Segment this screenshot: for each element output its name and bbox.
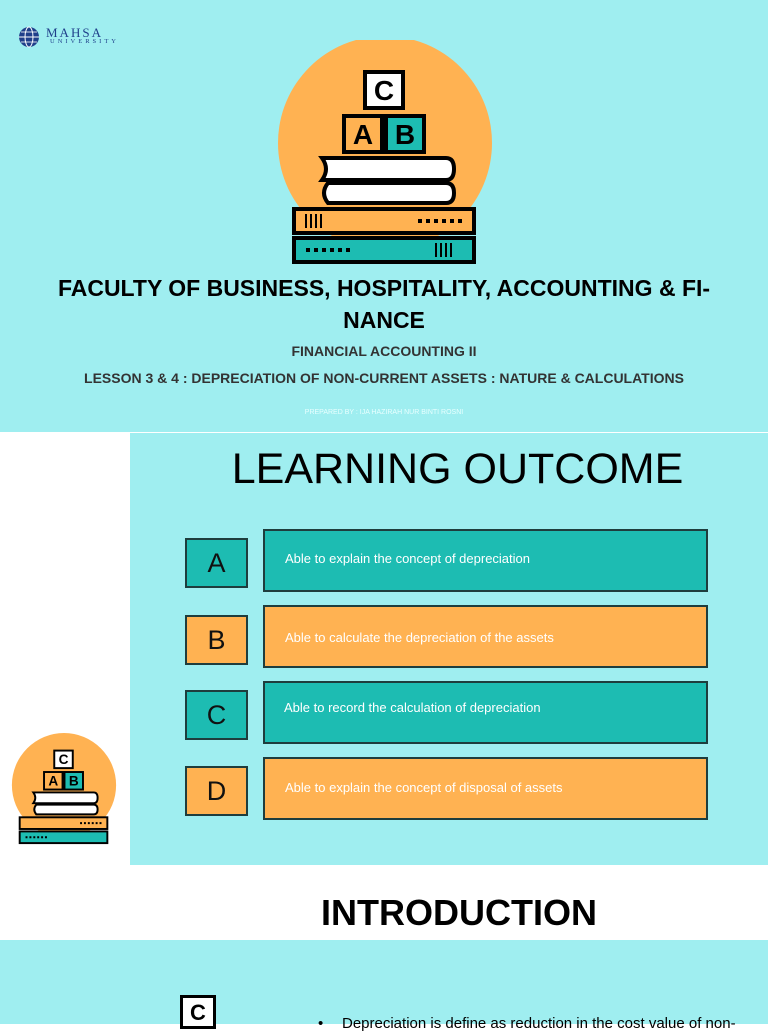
intro-bullet-text: Depreciation is define as reduction in the cost value of non- bbox=[342, 1015, 736, 1032]
logo-wordmark: MAHSA bbox=[46, 25, 103, 40]
course-name: FINANCIAL ACCOUNTING II bbox=[291, 343, 477, 359]
outcome-text-c: Able to record the calculation of depreciation bbox=[284, 700, 541, 715]
white-book-2 bbox=[324, 183, 454, 203]
learning-outcome-title: LEARNING OUTCOME bbox=[231, 445, 684, 493]
lesson-title: LESSON 3 & 4 : DEPRECIATION OF NON-CURRENT ASSETS : NATURE & CALCULATIONS bbox=[84, 370, 684, 386]
outcome-box-d bbox=[263, 757, 708, 820]
block-b-label: B bbox=[394, 119, 416, 150]
outcome-text-a: Able to explain the concept of depreciation bbox=[285, 551, 531, 566]
mahsa-logo bbox=[18, 24, 148, 50]
outcome-letter-a: A bbox=[185, 538, 248, 588]
outcome-box-b bbox=[263, 605, 708, 668]
white-book-1 bbox=[322, 158, 454, 180]
intro-block-c: C bbox=[180, 995, 216, 1029]
introduction-title: INTRODUCTION bbox=[321, 892, 597, 933]
outcome-box-c bbox=[263, 681, 708, 744]
small-block-a-label: A bbox=[48, 773, 59, 789]
faculty-title-line1: FACULTY OF BUSINESS, HOSPITALITY, ACCOUNTING & FI- bbox=[57, 275, 711, 301]
small-abc-books-illustration bbox=[8, 731, 120, 851]
outcome-letter-d: D bbox=[185, 766, 248, 816]
cover-slide bbox=[0, 0, 768, 432]
logo-subtext: UNIVERSITY bbox=[50, 38, 119, 45]
faculty-title bbox=[10, 272, 758, 336]
prepared-by: PREPARED BY : IJA HAZIRAH NUR BINTI ROSNI bbox=[304, 409, 464, 416]
outcome-letter-c: C bbox=[185, 690, 248, 740]
outcome-text-b: Able to calculate the depreciation of the assets bbox=[285, 630, 554, 645]
outcome-letter-b: B bbox=[185, 615, 248, 665]
block-a-label: A bbox=[352, 119, 374, 150]
introduction-slide bbox=[0, 865, 768, 1032]
small-block-c-label: C bbox=[58, 752, 69, 768]
cyan-panel-intro bbox=[0, 940, 768, 1024]
faculty-title-line2: NANCE bbox=[343, 307, 425, 333]
outcome-box-a bbox=[263, 529, 708, 592]
small-block-b-label: B bbox=[68, 773, 79, 789]
outcome-text-d: Able to explain the concept of disposal of assets bbox=[285, 780, 563, 795]
block-c-label: C bbox=[373, 75, 395, 106]
globe-icon bbox=[18, 26, 40, 48]
abc-books-illustration bbox=[270, 40, 500, 270]
learning-outcome-slide bbox=[0, 433, 768, 865]
bullet-icon: • bbox=[318, 1015, 324, 1032]
